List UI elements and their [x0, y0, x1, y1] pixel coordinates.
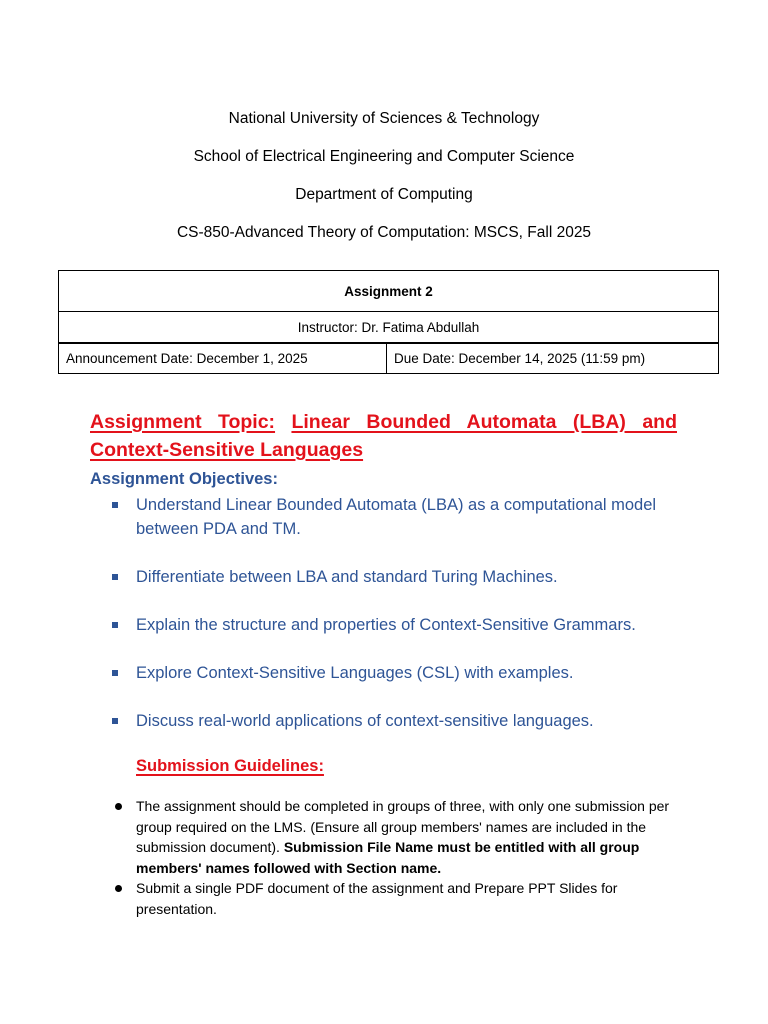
objective-text: Discuss real-world applications of context-sensitive languages. [136, 712, 594, 730]
objectives-list [110, 493, 690, 733]
guideline-text: The assignment should be completed in groups of three, with only one submission per group required on the LMS. (Ensure all group members' names are included in the submission document). [136, 798, 670, 855]
objectives-heading: Assignment Objectives: [90, 470, 278, 488]
square-bullet-icon [112, 622, 118, 628]
header-university: National University of Sciences & Technology [228, 110, 540, 127]
list-item [113, 878, 673, 919]
objective-text: Explore Context-Sensitive Languages (CSL) with examples. [136, 664, 574, 682]
header-course: CS-850-Advanced Theory of Computation: MSCS, Fall 2025 [176, 224, 592, 241]
square-bullet-icon [112, 670, 118, 676]
list-item [110, 493, 690, 541]
round-bullet-icon [115, 885, 122, 892]
topic-label: Assignment Topic: [90, 411, 276, 433]
guideline-text: Submit a single PDF document of the assignment and Prepare PPT Slides for presentation. [136, 880, 618, 917]
objective-text: Understand Linear Bounded Automata (LBA) as a computational model between PDA and TM. [136, 496, 657, 538]
submission-guidelines-heading: Submission Guidelines: [136, 757, 324, 775]
square-bullet-icon [112, 574, 118, 580]
assignment-info-table [58, 270, 719, 374]
square-bullet-icon [112, 718, 118, 724]
assignment-title: Assignment 2 [59, 271, 719, 312]
guidelines-list [113, 796, 673, 919]
assignment-topic [90, 408, 677, 464]
list-item [110, 709, 690, 733]
announcement-date: Announcement Date: December 1, 2025 [59, 343, 387, 374]
guideline-bold-text: Submission File Name must be entitled with all group members' names followed with Section name. [136, 839, 640, 876]
objective-text: Explain the structure and properties of Context-Sensitive Grammars. [136, 616, 636, 634]
instructor-name: Instructor: Dr. Fatima Abdullah [59, 312, 719, 344]
list-item [110, 661, 690, 685]
header-school: School of Electrical Engineering and Computer Science [193, 148, 575, 165]
square-bullet-icon [112, 502, 118, 508]
list-item [113, 796, 673, 878]
objective-text: Differentiate between LBA and standard Turing Machines. [136, 568, 558, 586]
due-date: Due Date: December 14, 2025 (11:59 pm) [387, 343, 719, 374]
round-bullet-icon [115, 803, 122, 810]
header-department: Department of Computing [295, 186, 473, 203]
list-item [110, 565, 690, 589]
topic-title: Linear Bounded Automata (LBA) and Context-Sensitive Languages [90, 411, 677, 461]
list-item [110, 613, 690, 637]
